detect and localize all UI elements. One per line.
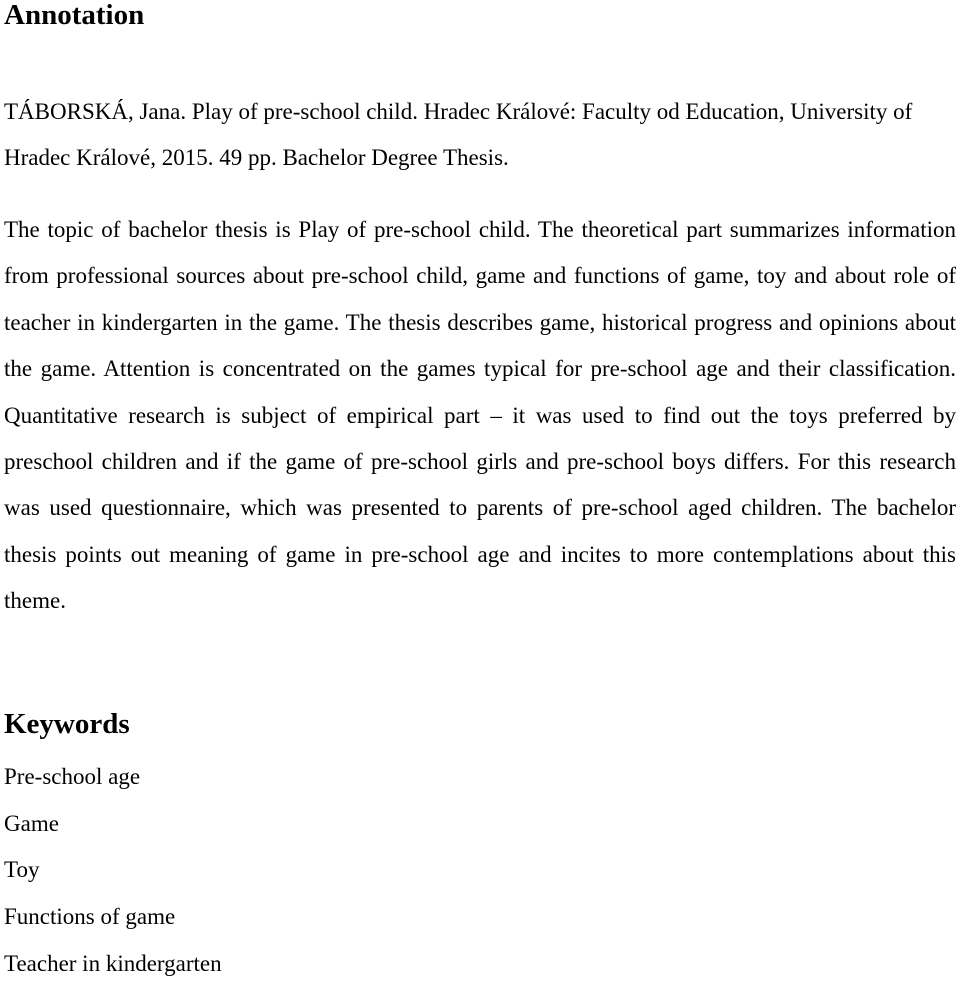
keyword-item: Pre-school age — [4, 764, 141, 789]
keywords-heading: Keywords — [4, 708, 130, 740]
keyword-item: Functions of game — [4, 904, 176, 930]
annotation-heading: Annotation — [4, 0, 145, 31]
keyword-item: Toy — [4, 857, 40, 883]
citation-paragraph: TÁBORSKÁ, Jana. Play of pre-school child. Hradec Králové: Faculty od Education, University of Hradec Králové, 2015. 49 pp. Bachelor Degree Thesis. — [4, 99, 913, 170]
keyword-item: Teacher in kindergarten — [4, 950, 222, 976]
keywords-list — [4, 754, 222, 988]
abstract-paragraph: The topic of bachelor thesis is Play of pre-school child. The theoretical part summarizes information from professional sources about pre-school child, game and functions of game, toy and about role of teacher in kindergarten in the game. The thesis describes game, historical progress and opinions about the game. Attention is concentrated on the games typical for pre-school age and their classification. Quantitative research is subject of empirical part – it was used to find out the toys preferred by preschool children and if the game of pre-school girls and pre-school boys differs. For this research was used questionnaire, which was presented to parents of pre-school aged children. The bachelor thesis points out meaning of game in pre-school age and incites to more contemplations about this theme. — [4, 217, 956, 614]
keyword-item: Game — [4, 810, 59, 836]
